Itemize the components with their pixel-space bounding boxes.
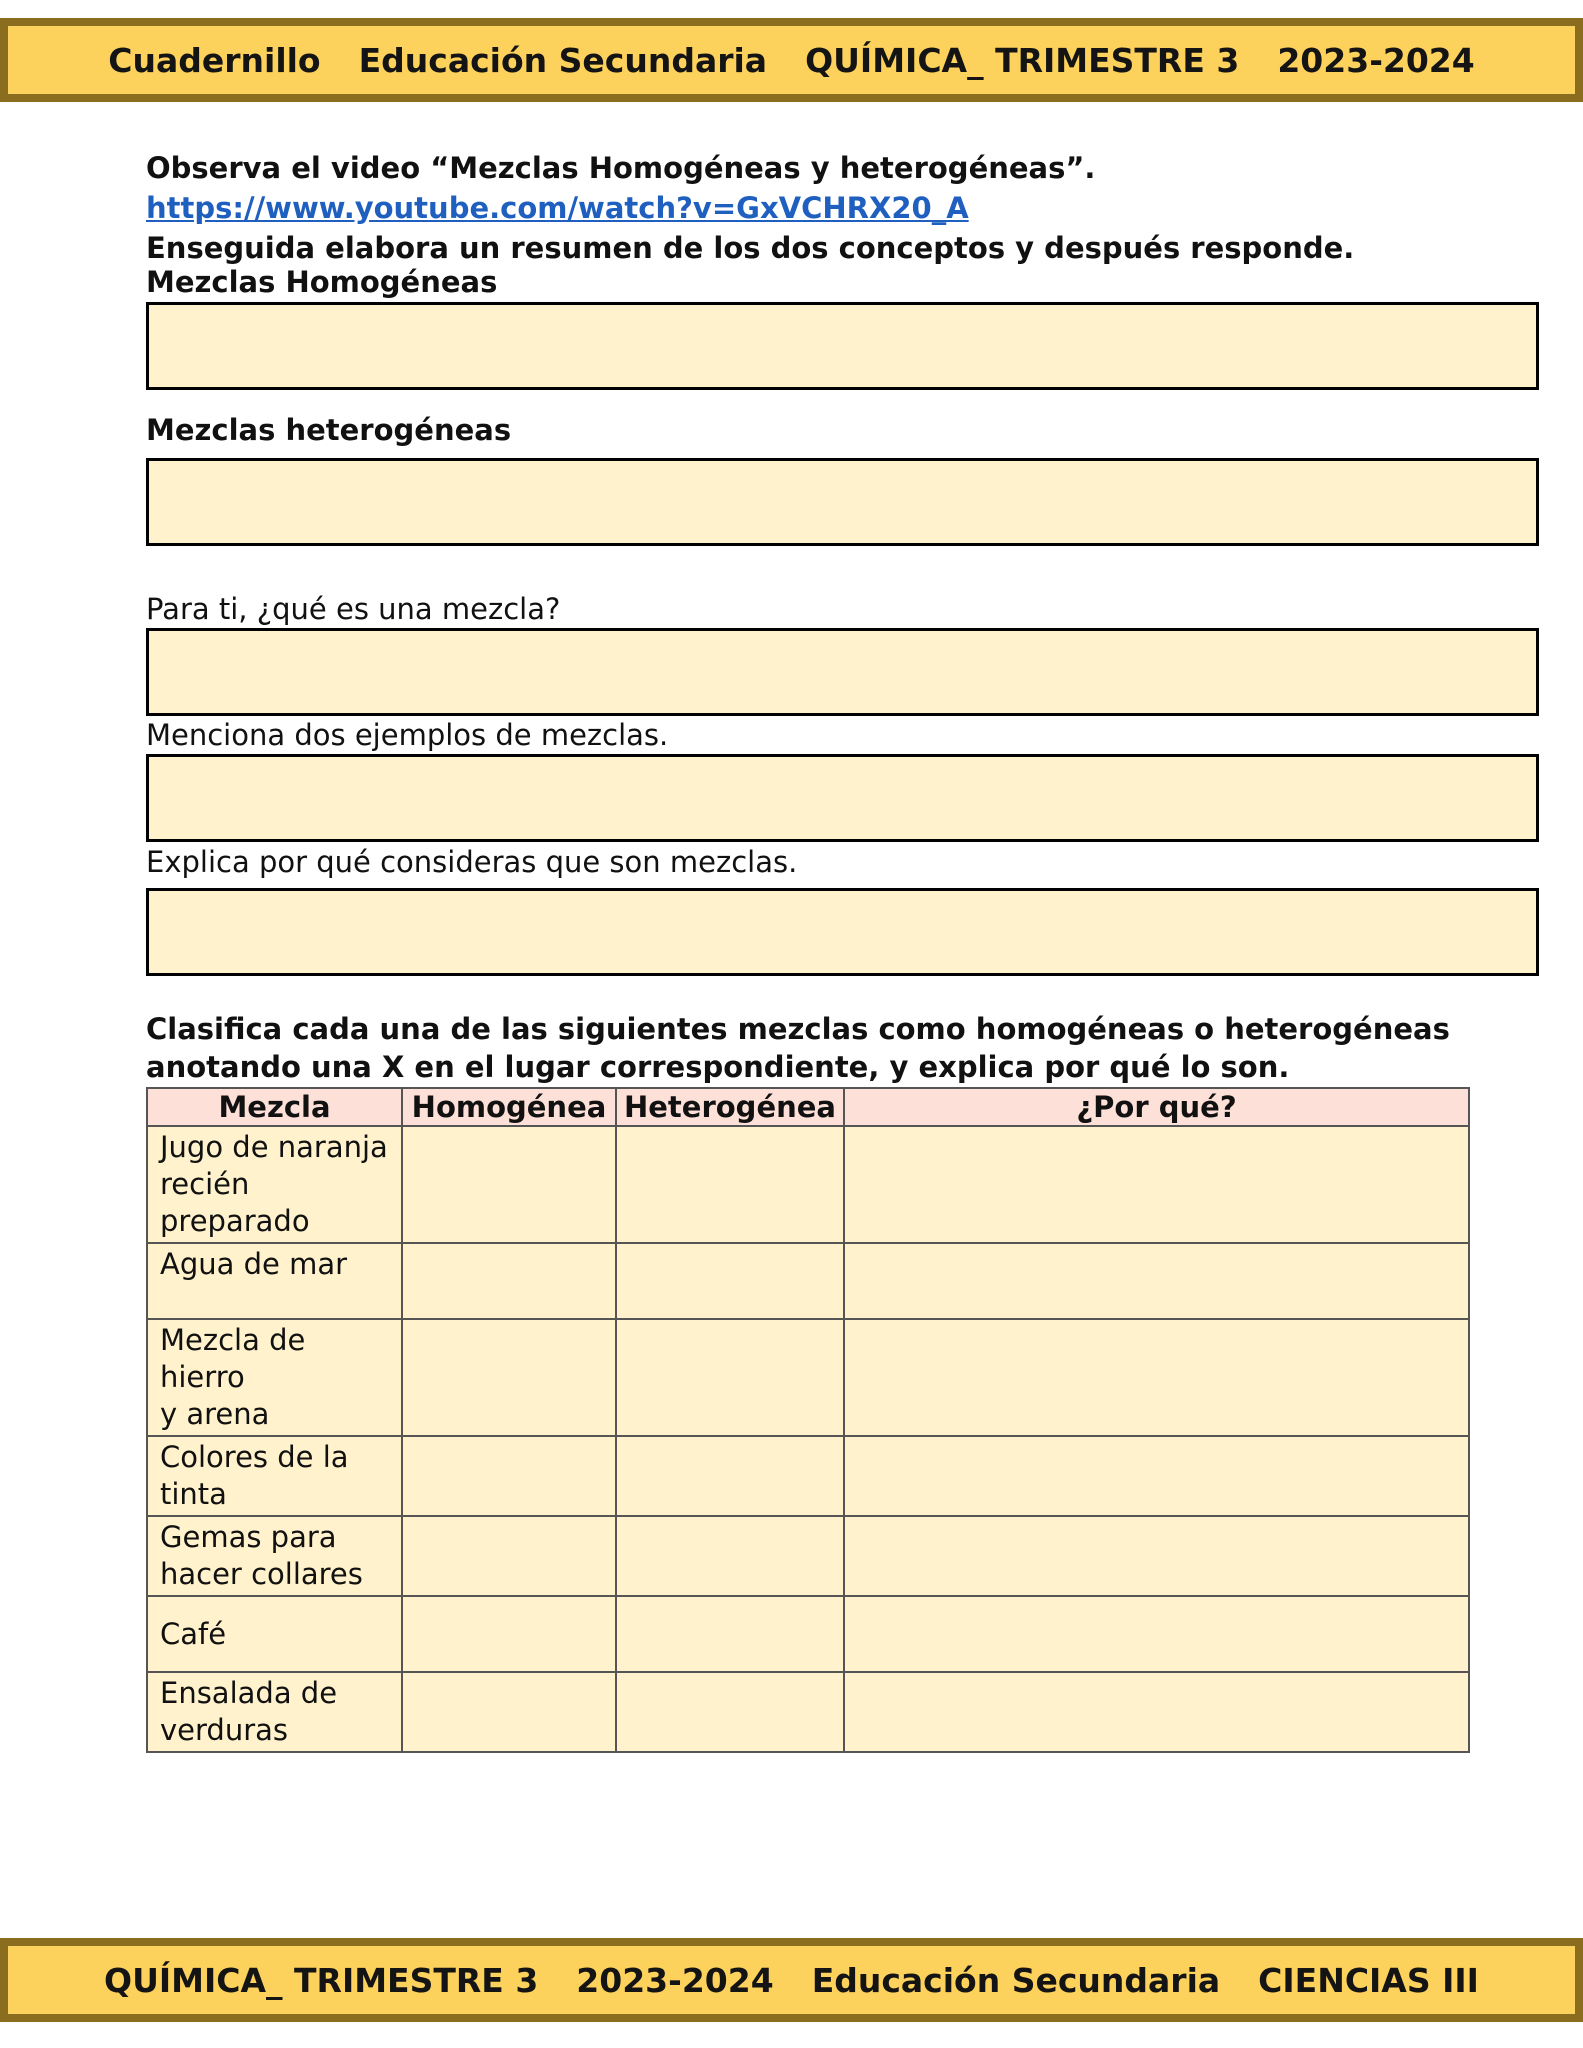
question-two-examples: Menciona dos ejemplos de mezclas.	[146, 718, 669, 752]
table-header-row	[147, 1088, 1469, 1126]
heading-heterogeneous: Mezclas heterogéneas	[146, 413, 512, 447]
homogeneous-cell[interactable]	[402, 1319, 616, 1436]
summary-instruction: Enseguida elabora un resumen de los dos conceptos y después responde.	[146, 231, 1355, 265]
why-cell[interactable]	[844, 1596, 1469, 1672]
why-cell[interactable]	[844, 1126, 1469, 1243]
homogeneous-cell[interactable]	[402, 1672, 616, 1752]
worksheet-content	[146, 148, 1546, 1753]
table-row	[147, 1672, 1469, 1752]
why-cell[interactable]	[844, 1672, 1469, 1752]
heterogeneous-cell[interactable]	[616, 1516, 844, 1596]
table-row	[147, 1243, 1469, 1319]
mixture-name-line: Agua de mar	[160, 1247, 348, 1281]
heterogeneous-cell[interactable]	[616, 1243, 844, 1319]
mixture-cell	[147, 1126, 402, 1243]
mixture-cell	[147, 1319, 402, 1436]
homogeneous-cell[interactable]	[402, 1243, 616, 1319]
answer-box-what-is-mixture[interactable]	[146, 628, 1539, 716]
video-link[interactable]: https://www.youtube.com/watch?v=GxVCHRX20_A	[146, 191, 969, 225]
classify-instruction-line2: anotando una X en el lugar correspondiente, y explica por qué lo son.	[146, 1050, 1290, 1084]
header-item-booklet: Cuadernillo	[108, 40, 321, 80]
homogeneous-cell[interactable]	[402, 1596, 616, 1672]
header-item-level: Educación Secundaria	[358, 40, 768, 80]
heterogeneous-cell[interactable]	[616, 1672, 844, 1752]
column-header-heterogeneous: Heterogénea	[616, 1088, 844, 1126]
mixture-name-line: y arena	[160, 1397, 270, 1431]
table-row	[147, 1126, 1469, 1243]
heading-homogeneous: Mezclas Homogéneas	[146, 265, 498, 299]
mixture-name-line: verduras	[160, 1713, 289, 1747]
classification-table	[146, 1087, 1470, 1753]
heterogeneous-cell[interactable]	[616, 1596, 844, 1672]
mixture-name-line: Jugo de naranja	[160, 1130, 388, 1164]
mixture-cell	[147, 1516, 402, 1596]
mixture-name-line: preparado	[160, 1204, 310, 1238]
footer-banner	[0, 1938, 1583, 2022]
mixture-name-line: Colores de la	[160, 1440, 349, 1474]
mixture-cell	[147, 1436, 402, 1516]
answer-box-explain[interactable]	[146, 888, 1539, 976]
heterogeneous-cell[interactable]	[616, 1319, 844, 1436]
homogeneous-cell[interactable]	[402, 1516, 616, 1596]
homogeneous-cell[interactable]	[402, 1436, 616, 1516]
heterogeneous-cell[interactable]	[616, 1436, 844, 1516]
column-header-why: ¿Por qué?	[844, 1088, 1469, 1126]
classify-instruction-line1: Clasifica cada una de las siguientes mezclas como homogéneas o heterogéneas	[146, 1012, 1450, 1046]
footer-item-year: 2023-2024	[576, 1960, 774, 2000]
footer-item-subject: QUÍMICA_ TRIMESTRE 3	[104, 1960, 539, 2000]
mixture-name-line: Gemas para	[160, 1520, 337, 1554]
table-row	[147, 1596, 1469, 1672]
footer-item-level: Educación Secundaria	[811, 1960, 1221, 2000]
mixture-cell	[147, 1672, 402, 1752]
mixture-name-line: Ensalada de	[160, 1676, 338, 1710]
mixture-name-line: Mezcla de hierro	[160, 1323, 306, 1394]
mixture-cell	[147, 1243, 402, 1319]
mixture-name-line: tinta	[160, 1477, 227, 1511]
homogeneous-cell[interactable]	[402, 1126, 616, 1243]
column-header-homogeneous: Homogénea	[402, 1088, 616, 1126]
header-item-subject: QUÍMICA_ TRIMESTRE 3	[805, 40, 1240, 80]
question-what-is-mixture: Para ti, ¿qué es una mezcla?	[146, 592, 561, 626]
table-row	[147, 1516, 1469, 1596]
footer-item-course: CIENCIAS III	[1258, 1960, 1479, 2000]
why-cell[interactable]	[844, 1243, 1469, 1319]
intro-instruction: Observa el video “Mezclas Homogéneas y heterogéneas”.	[146, 151, 1096, 185]
answer-box-heterogeneous[interactable]	[146, 458, 1539, 546]
mixture-name-line: hacer collares	[160, 1557, 363, 1591]
table-row	[147, 1319, 1469, 1436]
answer-box-homogeneous[interactable]	[146, 302, 1539, 390]
heterogeneous-cell[interactable]	[616, 1126, 844, 1243]
header-banner	[0, 18, 1583, 102]
answer-box-two-examples[interactable]	[146, 754, 1539, 842]
mixture-name-line: recién	[160, 1167, 250, 1201]
column-header-mixture: Mezcla	[147, 1088, 402, 1126]
why-cell[interactable]	[844, 1516, 1469, 1596]
mixture-cell	[147, 1596, 402, 1672]
question-explain: Explica por qué consideras que son mezclas.	[146, 845, 798, 879]
table-row	[147, 1436, 1469, 1516]
why-cell[interactable]	[844, 1319, 1469, 1436]
mixture-name-line: Café	[160, 1616, 227, 1651]
header-item-year: 2023-2024	[1277, 40, 1475, 80]
why-cell[interactable]	[844, 1436, 1469, 1516]
